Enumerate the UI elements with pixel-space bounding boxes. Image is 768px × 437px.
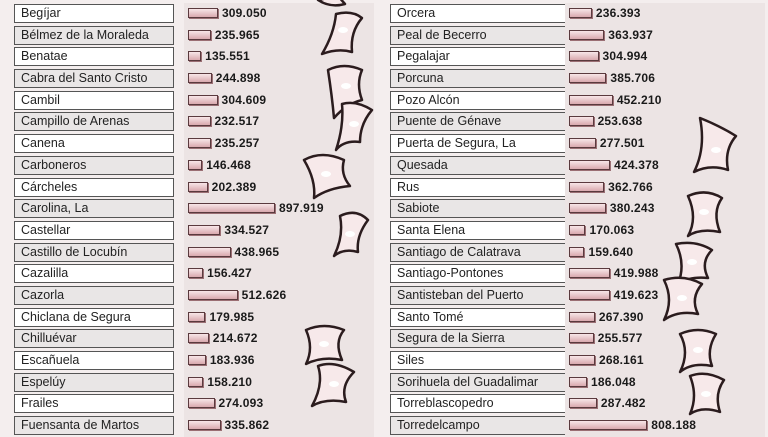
bar-track [184,155,374,177]
municipality-name: Torredelcampo [390,416,576,435]
bar-track [184,242,374,264]
table-row [384,350,768,372]
bar [569,8,592,18]
table-row [384,68,768,90]
municipality-name: Orcera [390,4,576,23]
table-row [0,285,384,307]
bar [188,290,238,300]
table-row [0,155,384,177]
bar [569,398,597,408]
bar [188,420,221,430]
municipality-name: Cazorla [14,286,174,305]
bar-track [184,3,374,25]
value-label: 304.609 [221,92,267,107]
bar-track [184,328,374,350]
bar [569,51,599,61]
bar-track [565,220,765,242]
bar-track [565,177,765,199]
table-row [0,68,384,90]
bar-track [565,393,765,415]
left-rows [0,3,384,437]
value-label: 236.393 [595,6,641,20]
bar-track [565,155,765,177]
municipality-name: Chilluévar [14,329,174,348]
municipality-name: Peal de Becerro [390,26,576,45]
municipality-name: Carboneros [14,156,174,175]
municipality-name: Sorihuela del Guadalimar [390,373,576,392]
bar [188,95,218,105]
table-row [384,393,768,415]
municipality-name: Carolina, La [14,199,174,218]
municipality-name: Pozo Alcón [390,91,576,110]
bar-track [184,393,374,415]
municipality-name: Santiago de Calatrava [390,243,576,262]
value-label: 363.937 [608,27,654,42]
table-row [384,46,768,68]
municipality-name: Santo Tomé [390,308,576,327]
bar [569,333,594,343]
value-label: 183.936 [209,353,255,367]
table-row [0,263,384,285]
value-label: 267.390 [598,309,644,324]
value-label: 380.243 [609,201,655,216]
value-label: 232.517 [214,114,260,129]
table-row [384,415,768,437]
municipality-name: Sabiote [390,199,576,218]
bar [188,51,201,61]
bar-track [565,25,765,47]
bar [188,268,203,278]
bar-track [184,68,374,90]
value-label: 253.638 [597,114,643,129]
municipality-name: Puerta de Segura, La [390,134,576,153]
value-label: 186.048 [591,374,636,389]
bar [569,138,596,148]
municipality-name: Begíjar [14,4,174,23]
municipality-name: Santa Elena [390,221,576,240]
bar [188,8,218,18]
value-label: 179.985 [209,309,255,324]
table-row [0,25,384,47]
table-row [384,328,768,350]
value-label: 214.672 [212,331,258,346]
table-row [0,3,384,25]
value-label: 334.527 [224,222,270,237]
municipality-name: Castillo de Locubín [14,243,174,262]
bar-track [184,177,374,199]
municipality-name: Campillo de Arenas [14,112,174,131]
bar-track [565,372,765,394]
table-row [384,263,768,285]
value-label: 235.965 [214,27,260,42]
bar-track [184,307,374,329]
municipality-name: Pegalajar [390,47,576,66]
bar-track [565,3,765,25]
bar [569,95,613,105]
table-row [384,242,768,264]
table-row [0,307,384,329]
bar-track [565,111,765,133]
municipality-name: Canena [14,134,174,153]
value-label: 808.188 [651,418,697,433]
value-label: 424.378 [614,157,659,172]
value-label: 255.577 [597,331,643,346]
value-label: 287.482 [600,396,646,411]
value-label: 419.623 [613,287,659,302]
bar-track [184,133,374,155]
municipality-name: Escañuela [14,351,174,370]
municipality-name: Siles [390,351,576,370]
bar-track [565,90,765,112]
value-label: 202.389 [211,179,257,194]
table-row [384,198,768,220]
table-row [0,372,384,394]
bar [569,377,587,387]
bar [569,30,604,40]
table-row [384,3,768,25]
table-row [0,242,384,264]
bar-track [184,263,374,285]
value-label: 309.050 [221,6,267,20]
bar-track [184,372,374,394]
table-row [0,111,384,133]
municipality-name: Bélmez de la Moraleda [14,26,174,45]
bar [569,312,595,322]
municipality-name: Torreblascopedro [390,394,576,413]
bar [188,182,208,192]
bar [569,182,604,192]
table-row [384,111,768,133]
value-label: 159.640 [588,244,634,259]
table-row [384,220,768,242]
municipality-name: Castellar [14,221,174,240]
value-label: 438.965 [234,244,280,259]
value-label: 244.898 [215,71,261,86]
bar [188,203,275,213]
value-label: 897.919 [279,201,324,216]
right-rows [384,3,768,437]
municipality-name: Espelúy [14,373,174,392]
municipality-name: Cambil [14,91,174,110]
municipality-name: Benatae [14,47,174,66]
table-row [384,372,768,394]
table-row [0,198,384,220]
table-row [0,328,384,350]
table-row [384,177,768,199]
municipality-name: Santiago-Pontones [390,264,576,283]
bar [188,138,211,148]
bar-track [565,242,765,264]
value-label: 362.766 [608,179,653,194]
table-row [384,155,768,177]
bar-track [184,46,374,68]
bar [188,312,205,322]
municipality-name: Chiclana de Segura [14,308,174,327]
municipality-name: Rus [390,178,576,197]
municipality-name: Cabra del Santo Cristo [14,69,174,88]
bar [569,268,610,278]
value-label: 274.093 [218,396,264,411]
value-label: 335.862 [224,418,270,433]
bar [188,355,206,365]
bar [569,160,610,170]
municipality-name: Cazalilla [14,264,174,283]
municipality-name: Fuensanta de Martos [14,416,174,435]
bar-track [565,46,765,68]
bar [569,420,647,430]
table-row [0,177,384,199]
table-row [384,25,768,47]
bar [188,377,203,387]
bar-track [565,198,765,220]
bar-track [565,263,765,285]
bar [569,355,595,365]
table-row [0,46,384,68]
bar [188,247,231,257]
table-row [384,133,768,155]
bar-track [184,198,374,220]
municipality-name: Santisteban del Puerto [390,286,576,305]
municipality-name: Cárcheles [14,178,174,197]
bar [569,290,610,300]
value-label: 277.501 [599,136,645,151]
bar-track [184,25,374,47]
value-label: 170.063 [589,222,635,237]
table-row [0,350,384,372]
municipality-name: Segura de la Sierra [390,329,576,348]
bar-track [184,90,374,112]
table-row [384,307,768,329]
municipality-name: Porcuna [390,69,576,88]
bar-track [184,350,374,372]
value-label: 419.988 [613,266,659,281]
table-row [384,90,768,112]
bar [188,398,215,408]
bar-track [565,285,765,307]
table-row [0,133,384,155]
bar [188,30,211,40]
bar [188,333,209,343]
bar [188,225,220,235]
table-row [0,415,384,437]
bar-track [184,415,374,437]
bar [569,73,606,83]
left-column [0,0,384,432]
value-label: 304.994 [602,49,648,64]
bar [188,73,212,83]
bar [569,116,594,126]
bar-track [184,285,374,307]
table-row [0,220,384,242]
bar [569,203,606,213]
value-label: 452.210 [616,92,662,107]
bar-track [565,68,765,90]
bar [188,116,211,126]
value-label: 512.626 [241,287,287,302]
bar-track [184,111,374,133]
right-column [384,0,768,432]
value-label: 235.257 [214,136,260,151]
value-label: 146.468 [206,157,251,172]
bar-track [565,328,765,350]
bar-track [184,220,374,242]
table-row [0,393,384,415]
value-label: 156.427 [207,266,252,281]
municipality-name: Frailes [14,394,174,413]
bar [569,247,584,257]
municipality-name: Puente de Génave [390,112,576,131]
table-row [0,90,384,112]
table-row [384,285,768,307]
value-label: 268.161 [598,353,644,367]
bar-track [565,350,765,372]
value-label: 135.551 [205,49,250,64]
bar [188,160,202,170]
value-label: 385.706 [610,71,656,86]
municipality-name: Quesada [390,156,576,175]
bar-track [565,415,765,437]
bar-track [565,133,765,155]
value-label: 158.210 [207,374,253,389]
bar [569,225,585,235]
bar-track [565,307,765,329]
